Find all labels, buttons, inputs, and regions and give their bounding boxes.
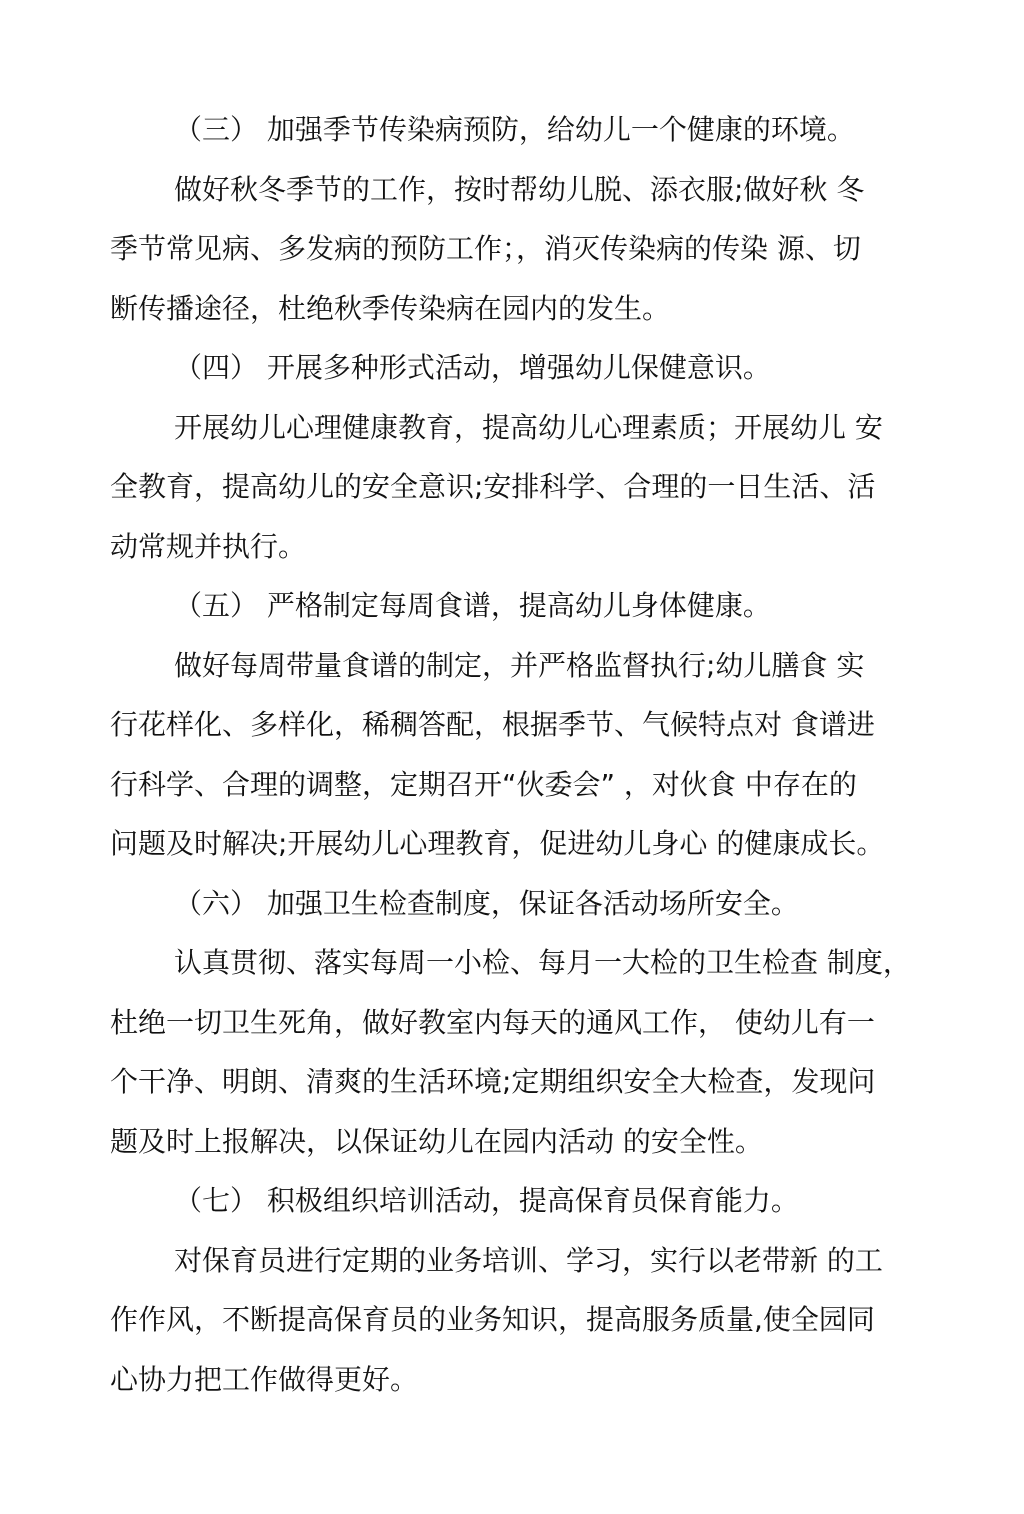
paragraph-line: 断传播途径，杜绝秋季传染病在园内的发生。	[110, 291, 671, 325]
paragraph-line: 做好每周带量食谱的制定，并严格监督执行;幼儿膳食 实	[174, 648, 865, 682]
section-heading-3: （三） 加强季节传染病预防，给幼儿一个健康的环境。	[174, 113, 855, 146]
paragraph-line: 全教育，提高幼儿的安全意识;安排科学、合理的一日生活、活	[110, 470, 876, 503]
section-heading-4: （四） 开展多种形式活动，增强幼儿保健意识。	[174, 351, 771, 384]
section-heading-6: （六） 加强卫生检查制度，保证各活动场所安全。	[174, 886, 799, 920]
paragraph-line: 作作风，不断提高保育员的业务知识，提高服务质量,使全园同	[110, 1303, 875, 1336]
section-heading-5: （五） 严格制定每周食谱，提高幼儿身体健康。	[174, 589, 771, 622]
paragraph-line: 行科学、合理的调整，定期召开“伙委会” ，对伙食 中存在的	[110, 767, 857, 801]
paragraph-line: 季节常见病、多发病的预防工作；，消灭传染病的传染 源、切	[110, 232, 861, 265]
paragraph-line: 个干净、明朗、清爽的生活环境;定期组织安全大检查，发现问	[110, 1065, 876, 1098]
paragraph-line: 对保育员进行定期的业务培训、学习，实行以老带新 的工	[174, 1243, 883, 1277]
paragraph-line: 心协力把工作做得更好。	[110, 1362, 419, 1396]
paragraph-line: 行花样化、多样化，稀稠答配，根据季节、气候特点对 食谱进	[110, 708, 875, 741]
paragraph-line: 杜绝一切卫生死角，做好教室内每天的通风工作， 使幼儿有一	[110, 1005, 875, 1039]
paragraph-line: 开展幼儿心理健康教育，提高幼儿心理素质；开展幼儿 安	[174, 410, 883, 444]
paragraph-line: 问题及时解决;开展幼儿心理教育，促进幼儿身心 的健康成长。	[110, 827, 885, 860]
paragraph-line: 做好秋冬季节的工作，按时帮幼儿脱、添衣服;做好秋 冬	[174, 172, 865, 206]
section-heading-7: （七） 积极组织培训活动，提高保育员保育能力。	[174, 1184, 799, 1217]
paragraph-line: 题及时上报解决，以保证幼儿在园内活动 的安全性。	[110, 1124, 763, 1158]
paragraph-line: 动常规并执行。	[110, 529, 307, 563]
paragraph-line: 认真贯彻、落实每周一小检、每月一大检的卫生检查 制度，	[174, 946, 911, 979]
document-body	[110, 100, 930, 1409]
